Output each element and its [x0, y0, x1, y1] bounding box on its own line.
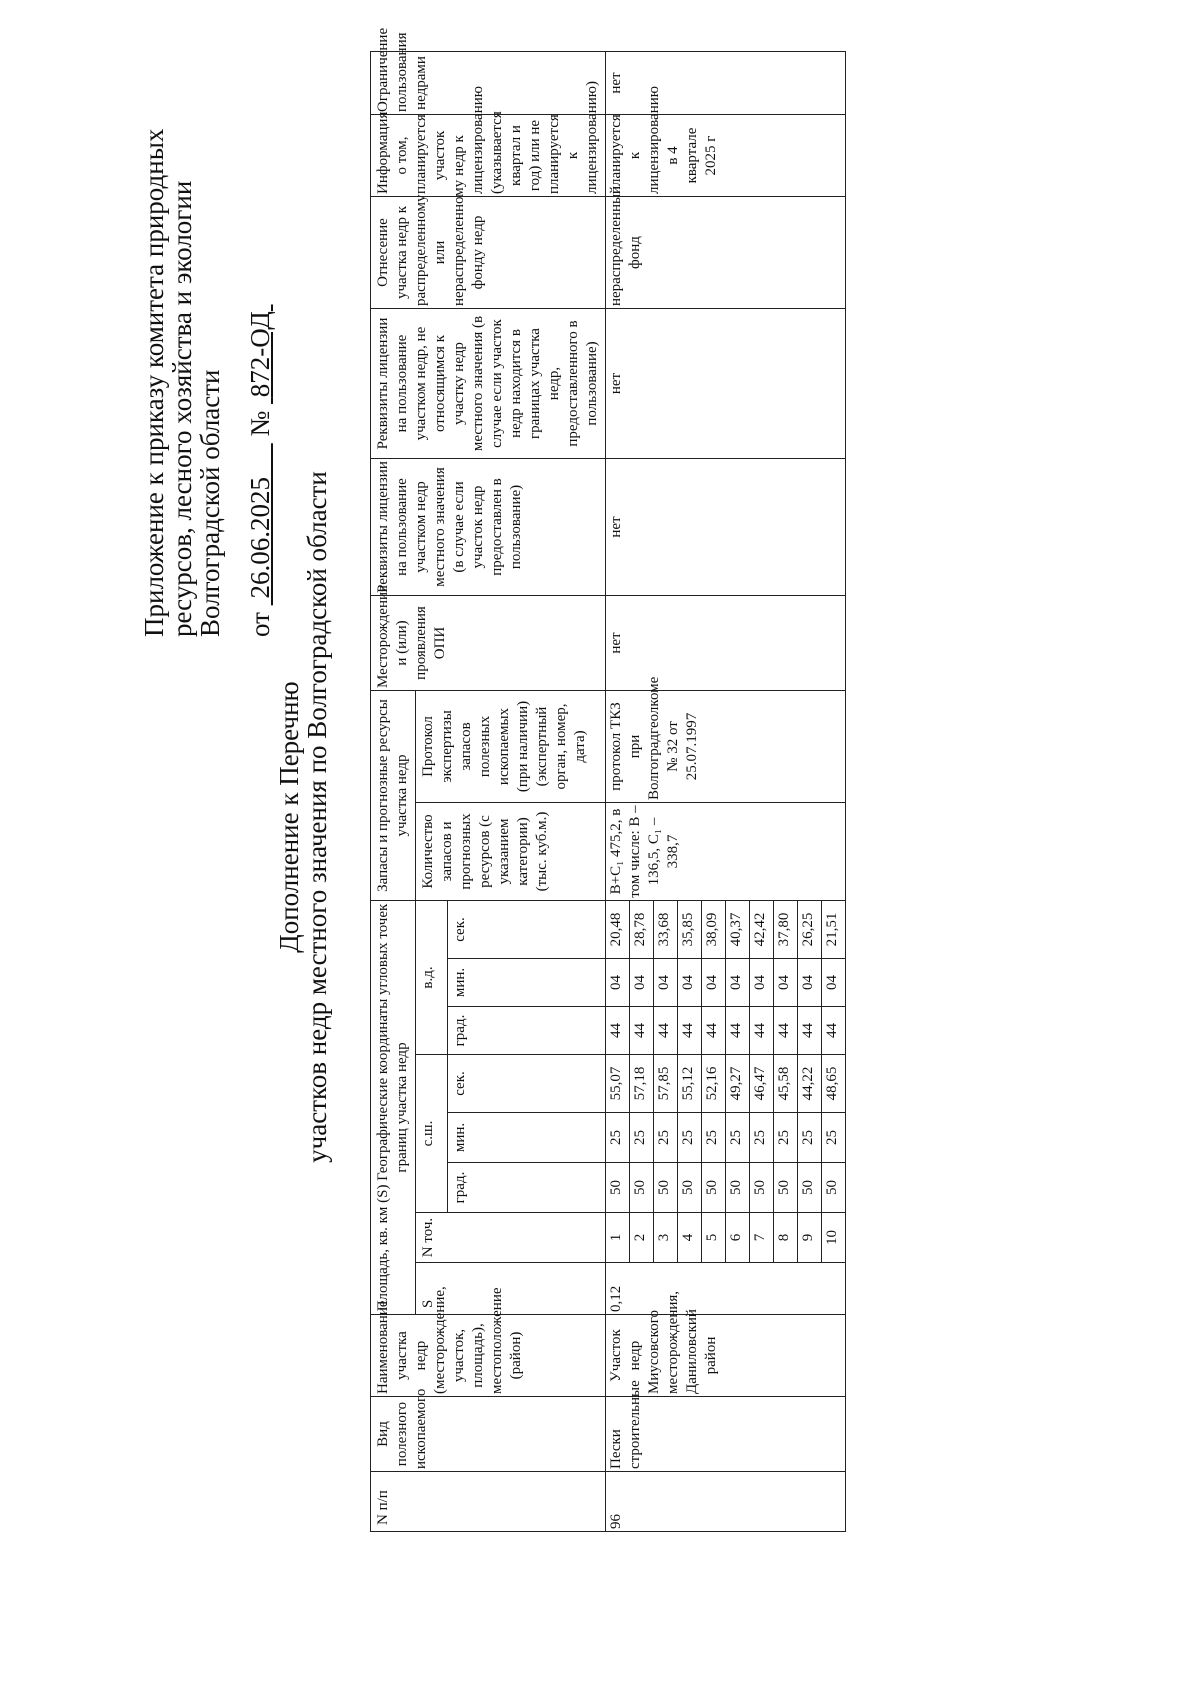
point-number: 9: [798, 1213, 822, 1263]
lon-min: 04: [726, 959, 750, 1007]
lon-sec: 37,80: [774, 901, 798, 959]
lat-min: 25: [654, 1113, 678, 1163]
date-prefix: от: [245, 612, 275, 637]
header-line-3: Волгоградской области: [195, 369, 225, 637]
col-header-n: N п/п: [371, 1472, 606, 1532]
col-header-restriction: Ограничение пользования недрами: [371, 52, 606, 115]
col-header-lat-deg: град.: [448, 1163, 606, 1213]
lat-min: 25: [726, 1113, 750, 1163]
lon-sec: 42,42: [750, 901, 774, 959]
lon-deg: 44: [774, 1007, 798, 1055]
lon-min: 04: [822, 959, 846, 1007]
col-header-area-coords: Площадь, кв. км (S) Географические координаты угловых точек границ участка недр: [371, 901, 416, 1315]
lat-min: 25: [702, 1113, 726, 1163]
col-header-lon-deg: град.: [448, 1007, 606, 1055]
lon-min: 04: [798, 959, 822, 1007]
row-quantity: B+C₁ 475,2, в том числе: B – 136,5, C₁ – 338,7: [606, 803, 846, 901]
lat-deg: 50: [726, 1163, 750, 1213]
row-license-other: нет: [606, 309, 846, 459]
lat-sec: 46,47: [750, 1055, 774, 1113]
lon-deg: 44: [678, 1007, 702, 1055]
lat-deg: 50: [702, 1163, 726, 1213]
point-number: 7: [750, 1213, 774, 1263]
order-date-line: [246, 129, 274, 637]
lat-sec: 55,07: [606, 1055, 630, 1113]
lat-deg: 50: [606, 1163, 630, 1213]
lat-min: 25: [750, 1113, 774, 1163]
lat-sec: 45,58: [774, 1055, 798, 1113]
lon-min: 04: [702, 959, 726, 1007]
lon-deg: 44: [702, 1007, 726, 1055]
document-title: [275, 217, 331, 1417]
lon-deg: 44: [654, 1007, 678, 1055]
row-deposits: нет: [606, 596, 846, 691]
point-number: 3: [654, 1213, 678, 1263]
col-header-reserves: Запасы и прогнозные ресурсы участка недр: [371, 691, 416, 901]
point-number: 10: [822, 1213, 846, 1263]
point-number: 1: [606, 1213, 630, 1263]
col-header-name: Наименование участка недр (месторождение, участок, площадь), местоположение (район): [371, 1315, 606, 1397]
col-header-license-local: Реквизиты лицензии на пользование участком недр местного значения (в случае если участок недр предоставлен в пользование): [371, 459, 606, 596]
lon-sec: 38,09: [702, 901, 726, 959]
lon-sec: 28,78: [630, 901, 654, 959]
col-header-mineral: Вид полезного ископаемого: [371, 1397, 606, 1472]
col-header-s: S: [416, 1263, 606, 1315]
lon-deg: 44: [726, 1007, 750, 1055]
lat-sec: 57,85: [654, 1055, 678, 1113]
col-header-lon: в.д.: [416, 901, 448, 1055]
lat-min: 25: [822, 1113, 846, 1163]
lat-sec: 52,16: [702, 1055, 726, 1113]
header-row-1: [371, 52, 416, 1532]
appendix-header: [140, 129, 274, 637]
lon-min: 04: [630, 959, 654, 1007]
lon-sec: 21,51: [822, 901, 846, 959]
lon-deg: 44: [798, 1007, 822, 1055]
point-number: 6: [726, 1213, 750, 1263]
number-prefix: №: [245, 410, 275, 437]
lat-deg: 50: [822, 1163, 846, 1213]
lat-deg: 50: [630, 1163, 654, 1213]
lon-deg: 44: [630, 1007, 654, 1055]
col-header-lon-sec: сек.: [448, 901, 606, 959]
row-plan: планируется к лицензированию в 4 квартале 2025 г: [606, 115, 846, 197]
col-header-plan: Информация о том, планируется участок недр к лицензированию (указывается квартал и год) или не планируется к лицензированию): [371, 115, 606, 197]
lon-deg: 44: [750, 1007, 774, 1055]
point-number: 2: [630, 1213, 654, 1263]
point-number: 8: [774, 1213, 798, 1263]
table-row: [606, 52, 630, 1532]
col-header-lat-min: мин.: [448, 1113, 606, 1163]
col-header-point-no: N точ.: [416, 1213, 606, 1263]
title-line-1: Дополнение к Перечню: [274, 681, 304, 953]
lat-deg: 50: [654, 1163, 678, 1213]
row-number: 96: [606, 1472, 846, 1532]
lat-sec: 44,22: [798, 1055, 822, 1113]
lat-sec: 48,65: [822, 1055, 846, 1113]
lon-min: 04: [654, 959, 678, 1007]
col-header-fund: Отнесение участка недр к распределенному или нераспределенному фонду недр: [371, 197, 606, 309]
lat-min: 25: [798, 1113, 822, 1163]
col-header-quantity: Количество запасов и прогнозных ресурсов (с указанием категории) (тыс. куб.м.): [416, 803, 606, 901]
lat-sec: 57,18: [630, 1055, 654, 1113]
col-header-deposits: Месторождения и (или) проявления ОПИ: [371, 596, 606, 691]
row-area-s: 0,12: [606, 1263, 846, 1315]
point-number: 5: [702, 1213, 726, 1263]
lat-min: 25: [606, 1113, 630, 1163]
lat-min: 25: [678, 1113, 702, 1163]
lon-sec: 20,48: [606, 901, 630, 959]
row-fund: нераспределенный фонд: [606, 197, 846, 309]
lon-min: 04: [678, 959, 702, 1007]
row-plot-name: Участок недр Миусовского месторождения, Даниловский район: [606, 1315, 846, 1397]
col-header-lat-sec: сек.: [448, 1055, 606, 1113]
row-restriction: нет: [606, 52, 846, 115]
header-line-2: ресурсов, лесного хозяйства и экологии: [167, 180, 197, 637]
lat-sec: 49,27: [726, 1055, 750, 1113]
lat-min: 25: [630, 1113, 654, 1163]
lon-min: 04: [750, 959, 774, 1007]
lon-deg: 44: [822, 1007, 846, 1055]
table-body: [371, 27, 846, 1532]
point-number: 4: [678, 1213, 702, 1263]
title-line-2: участков недр местного значения по Волгоградской области: [302, 471, 332, 1163]
row-mineral: Пески строительные: [606, 1397, 846, 1472]
lat-deg: 50: [774, 1163, 798, 1213]
lon-deg: 44: [606, 1007, 630, 1055]
lat-min: 25: [774, 1113, 798, 1163]
order-number: 872-ОД: [245, 311, 275, 398]
lat-sec: 55,12: [678, 1055, 702, 1113]
lon-min: 04: [606, 959, 630, 1007]
subsoil-plots-table: [370, 27, 846, 1532]
order-date: 26.06.2025: [245, 477, 275, 599]
col-header-license-other: Реквизиты лицензии на пользование участком недр, не относящимся к участку недр местного значения (в случае если участок недр находится в границах участка недр, предоставленного в пользование): [371, 309, 606, 459]
row-protocol: протокол ТКЗ при Волгоградгеолкоме № 32 от 25.07.1997: [606, 691, 846, 803]
lon-min: 04: [774, 959, 798, 1007]
header-line-1: Приложение к приказу комитета природных: [139, 128, 169, 637]
lon-sec: 26,25: [798, 901, 822, 959]
lon-sec: 35,85: [678, 901, 702, 959]
lat-deg: 50: [798, 1163, 822, 1213]
lat-deg: 50: [678, 1163, 702, 1213]
lon-sec: 33,68: [654, 901, 678, 959]
col-header-protocol: Протокол экспертизы запасов полезных ископаемых (при наличии) (экспертный орган, номер, дата): [416, 691, 606, 803]
col-header-lon-min: мин.: [448, 959, 606, 1007]
col-header-lat: с.ш.: [416, 1055, 448, 1213]
row-license-local: нет: [606, 459, 846, 596]
lon-sec: 40,37: [726, 901, 750, 959]
lat-deg: 50: [750, 1163, 774, 1213]
